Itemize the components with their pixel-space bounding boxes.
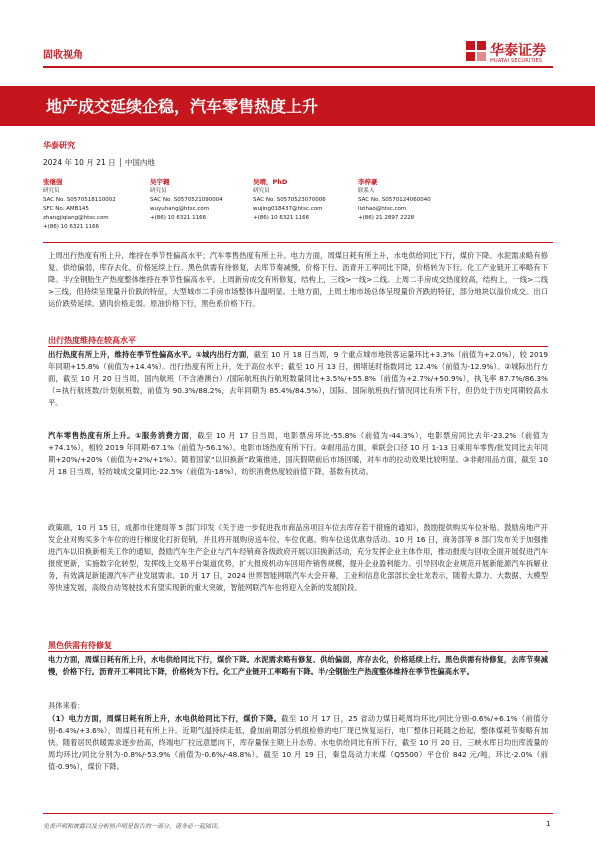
section-paragraph — [48, 713, 548, 773]
disclaimer-note: 免责声明和披露以及分析师声明是报告的一部分，请务必一起阅读。 — [43, 823, 224, 830]
logo-chinese-name: 华泰证券 — [490, 43, 546, 59]
section-paragraph: 政策端，10 月 15 日，成都市住建局等 5 部门印发《关于进一步促进我市商品房项目车位去库存若干措施的通知》，鼓励提供购买车位补贴，鼓励房地产开发企业对购买多个车位的进行梯度化打折促销，并且将开展购房送车位、车位优惠、购车位送优惠券活动。10 月 16 日，商务部等 8 部门发布关于加强推进汽车以旧换新相关工作的通知，鼓励汽车生产企业与汽车经销商各级政府开展以旧换新活动，充分发挥企业主体作用，推动报废与回收全面开展促进汽车报废更新，实施数字化转型，发挥线上交易平台渠道优势，扩大报废机动车回用件销售规模，提升企业盈利能力。引导回收企业规范开展新能源汽车拆解业务，有效满足新能源汽车产业发展需求。10 月 17 日，2024 世界智能网联汽车大会开幕，工业和信息化部部长金壮龙表示，随着大算力、大数据、大模型等快速发展，高级自动驾驶技术有望实现新的重大突破，智能网联汽车也将迎入全新的发展阶段。 — [48, 523, 548, 593]
paragraph-lead: （1）电力方面，周煤日耗有所上升，水电供给同比下行，煤价下降。 — [48, 714, 282, 723]
header-divider — [43, 66, 553, 68]
analyst-phone: +(86) 21 2897 2228 — [358, 215, 415, 221]
logo-english-name: HUATAI SECURITIES — [490, 58, 543, 64]
analyst-sac: SAC No. S0570521090004 — [150, 197, 223, 203]
section-paragraph — [48, 430, 548, 478]
analyst-name: 李梓豪 — [358, 178, 378, 186]
section-bold-summary: 电力方面，周煤日耗有所上升，水电供给同比下行，煤价下降。水泥需求略有修复、供给偏弱，库存去化，价格延续上行。黑色供需有待修复，去库节奏减慢，价格下行。沥青开工率同比下降，价格转为下行。化工产业链开工率略有下降。半/全钢胎生产热度整体维持在季节性偏高水平。 — [48, 655, 548, 677]
analyst-sac: SAC No. S0570518110002 — [43, 197, 116, 203]
summary-paragraph: 上周出行热度有所上升，维持在季节性偏高水平；汽车零售热度有所上升。电力方面，周煤日耗有所上升，水电供给同比下行，煤价下降。水泥需求略有修复、供给偏弱，库存去化，价格延续上行。黑色供需有待修复，去库节奏减慢，价格下行。沥青开工率同比下降，价格转为下行。化工产业链开工率略有下降。半/全钢胎生产热度整体维持在季节性偏高水平。上周新房成交有所修复，结构上，三线>一线>二线。上周二手房成交热度较高，结构上，一线>二线>三线，但持续呈现量升价跌的特征，大型城市二手房市场整体升温明显。土地方面，上周土地市场总体呈现量价齐跌的特征，部分地块以溢价成交。出口运价跌势延续。猪肉价格走弱。原油价格下行，黑色系价格下行。 — [48, 251, 548, 309]
section-divider — [48, 651, 548, 652]
title-banner — [0, 86, 595, 126]
analyst-card — [358, 178, 431, 223]
analyst-name: 吴靖，PhD — [253, 178, 288, 186]
report-source: 华泰研究 — [43, 141, 75, 150]
section-heading: 黑色供需有待修复 — [48, 641, 112, 650]
report-title: 地产成交延续企稳，汽车零售热度上升 — [46, 97, 319, 116]
detail-label: 具体来看： — [48, 701, 85, 710]
analyst-name: 张继强 — [43, 178, 63, 186]
footer-divider — [43, 813, 553, 814]
analyst-divider — [43, 242, 553, 243]
analyst-sac: SAC No. S0570124060040 — [358, 197, 431, 203]
analyst-card — [150, 178, 223, 223]
analyst-phone: +(86) 10 6321 1166 — [150, 215, 207, 221]
analyst-email[interactable]: wujing018437@htsc.com — [253, 206, 323, 212]
paragraph-body: 截至 10 月 17 日，25 省动力煤日耗周均环比/同比分别-0.6%/+6.1%（前值分别-6.4%/+3.6%），周煤日耗有所上升。近期气温持续走低，叠加前期部分机组检修的电厂现已恢复运行，电厂整体日耗随之抬起，整体煤耗节奏略有加快。随着居民供暖需求逐步抬高，终端电厂拉远意愿向下，库存量保主期上升态势。水电供给同比有所下行，截至 10 月 20 日，三峡水库日均出库流量的周均环比/同比分别为-0.8%/-53.9%（前值为-0.6%/-48.8%）。截至 10 月 19 日，秦皇岛动力末煤（Q5500）平仓价 842 元/吨，环比-2.0%（前值-0.9%），煤价下降。 — [48, 714, 548, 772]
page-number: 1 — [546, 820, 551, 828]
section-heading: 出行热度维持在较高水平 — [48, 336, 136, 345]
paragraph-body: ，截至 10 月 17 日当周，电影票房环比-55.8%（前值为-44.3%），电影票房同比去年-23.2%（前值为+74.1%），相较 2019 年同期-67.1%（前值为-56.1%）。电影市场热度有所下行。②耐用品方面，乘联会口径 10 月 1-13 日乘用车零售/批发同比去年同期+20%/+20%（前值为+2%/+1%）。随着国家“以旧换新”政策推进，国庆假期前后市场回暖，对车市的拉动效果比较明显。③非耐用品方面，截至 10 月 18 日当周，轻纺城成交量同比-22.5%（前值为-18%），纺织消费热度较前值下降，基数有扰动。 — [48, 431, 548, 477]
analyst-phone: +(86) 10 6321 1166 — [43, 224, 100, 230]
analyst-card — [253, 178, 326, 223]
section-paragraph — [48, 349, 548, 409]
analyst-role: 研究员 — [253, 188, 270, 194]
paragraph-lead: 出行热度有所上升，维持在季节性偏高水平。①城内出行方面 — [48, 350, 247, 359]
analyst-role: 联系人 — [358, 188, 375, 194]
analyst-email[interactable]: wuyuhang@htsc.com — [150, 206, 210, 212]
report-category-tag: 固收视角 — [43, 50, 83, 61]
section-divider — [48, 346, 548, 347]
huatai-logo-mark-icon — [466, 41, 486, 63]
analyst-email[interactable]: lizihao@htsc.com — [358, 206, 407, 212]
analyst-card — [43, 178, 116, 232]
analyst-role: 研究员 — [150, 188, 167, 194]
analyst-email[interactable]: zhangjiqiang@htsc.com — [43, 215, 109, 221]
report-date: 2024 年 10 月 21 日 │ 中国内地 — [43, 158, 155, 167]
analyst-sfc: SFC No. AMB145 — [43, 206, 89, 212]
analyst-phone: +(86) 10 6321 1166 — [253, 215, 310, 221]
paragraph-lead: 汽车零售热度有所上升。①服务消费方面 — [48, 431, 190, 440]
analyst-name: 吴宇翱 — [150, 178, 170, 186]
analyst-sac: SAC No. S0570523070006 — [253, 197, 326, 203]
paragraph-body: ，截至 10 月 18 日当周，9 个重点城市地铁客运量环比+3.3%（前值为+2.0%），较 2019 年同期+15.8%（前值为+14.4%）。出行热度有所上升，处于高位水平；截至 10 月 13 日，拥堵延时指数同比 12.4%（前值为-12.9%）。②城际出行方面，截至 10 月 20 日当周，国内航班（不含港澳台）/国际航班执行航班数量同比+3.5%/+55.8%（前值为+2.7%/+50.9%），执飞率 87.7%/86.3%（=执行航班数/计划航班数，前值为 90.3%/88.2%，去年同期为 85.4%/84.5%），国际、国际航班执行情况同比有所下行，但仍处于历史同期较高水平。 — [48, 350, 548, 408]
analyst-role: 研究员 — [43, 188, 60, 194]
huatai-logo — [466, 40, 561, 66]
